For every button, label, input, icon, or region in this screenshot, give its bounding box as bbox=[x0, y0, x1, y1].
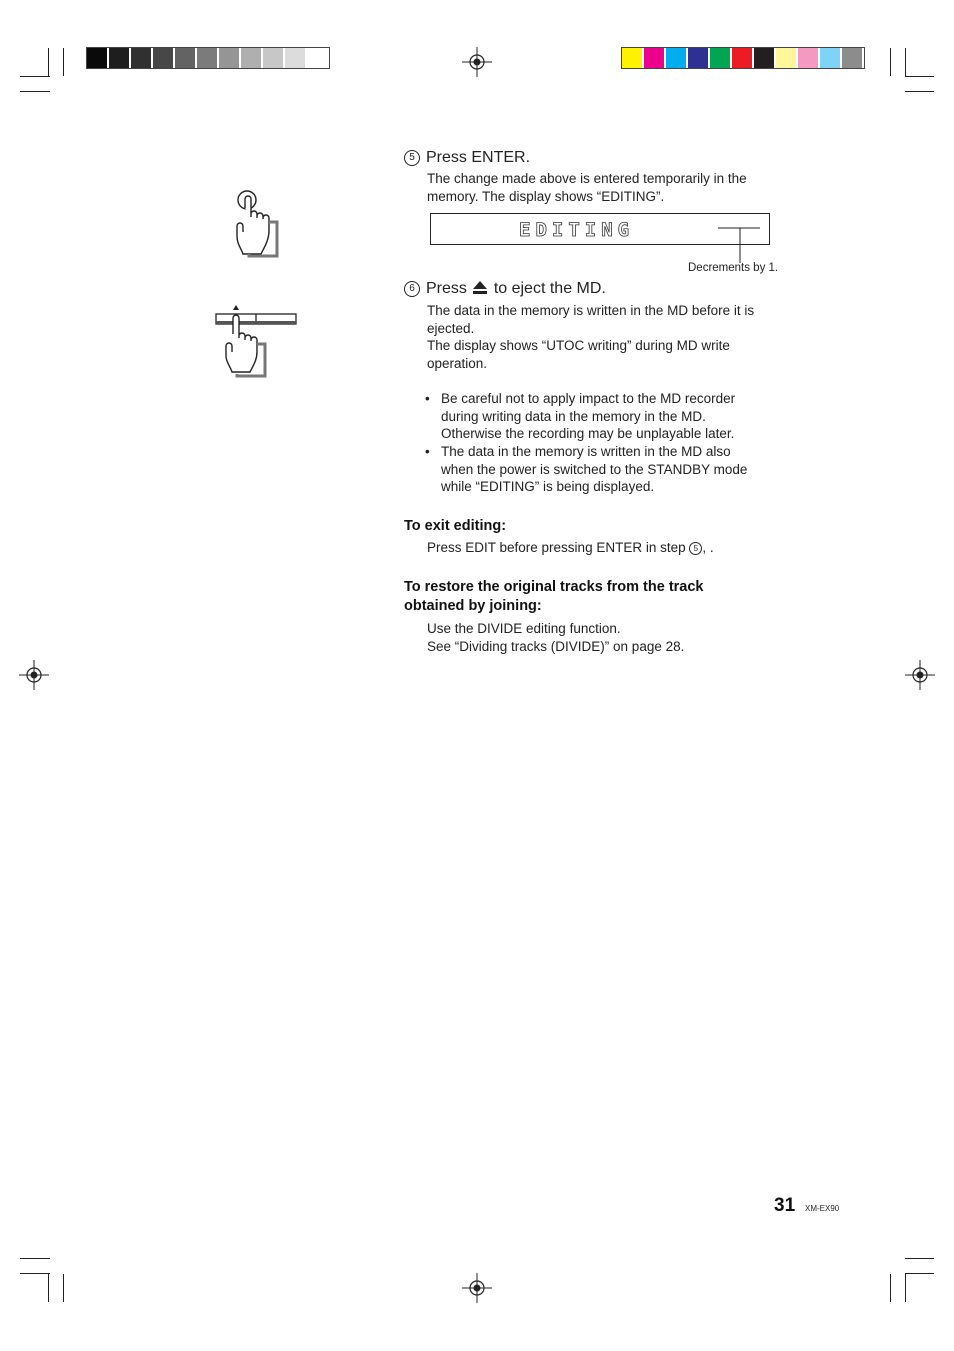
body-line: memory. The display shows “EDITING”. bbox=[427, 188, 665, 204]
color-swatch bbox=[197, 48, 217, 68]
color-swatch bbox=[820, 48, 840, 68]
body-line: The display shows “UTOC writing” during MD write bbox=[427, 338, 730, 353]
restore-heading-line: obtained by joining: bbox=[404, 598, 542, 614]
bullet-line: during writing data in the memory in the MD. bbox=[441, 408, 706, 424]
note-bullet bbox=[425, 390, 795, 444]
restore-heading-line: To restore the original tracks from the track bbox=[404, 579, 704, 595]
registration-mark-icon bbox=[462, 1273, 492, 1303]
hand-press-button-icon bbox=[228, 186, 286, 260]
color-swatch bbox=[798, 48, 818, 68]
bullet-line: Be careful not to apply impact to the MD recorder bbox=[441, 391, 736, 406]
callout-leader-line bbox=[718, 226, 762, 264]
color-swatch bbox=[153, 48, 173, 68]
color-swatch bbox=[710, 48, 730, 68]
eject-icon bbox=[473, 281, 487, 294]
body-line: The change made above is entered temporarily in the bbox=[427, 171, 747, 186]
display-annotation: Decrements by 1. bbox=[688, 262, 779, 274]
lcd-display-text: EDITING bbox=[519, 219, 635, 241]
registration-mark-icon bbox=[19, 660, 49, 690]
color-swatch bbox=[263, 48, 283, 68]
color-swatch bbox=[776, 48, 796, 68]
color-swatch bbox=[644, 48, 664, 68]
color-swatch bbox=[285, 48, 305, 68]
exit-text-before: Press EDIT before pressing ENTER in step bbox=[427, 540, 686, 555]
bullet-line: Otherwise the recording may be unplayable later. bbox=[441, 426, 735, 441]
exit-editing-text bbox=[427, 539, 797, 557]
color-swatch bbox=[307, 48, 327, 68]
step-title-prefix: Press bbox=[426, 280, 467, 297]
step-5-body bbox=[427, 170, 797, 205]
step-number-badge: 5 bbox=[689, 542, 702, 555]
color-swatch bbox=[109, 48, 129, 68]
color-swatch bbox=[87, 48, 107, 68]
registration-mark-icon bbox=[462, 47, 492, 77]
page-number: 31 bbox=[774, 1195, 796, 1216]
bullet-line: when the power is switched to the STANDBY mode bbox=[441, 461, 748, 477]
body-line: Use the DIVIDE editing function. bbox=[427, 621, 621, 636]
body-line: ejected. bbox=[427, 320, 475, 336]
note-bullet bbox=[425, 443, 795, 497]
color-swatch bbox=[131, 48, 151, 68]
color-swatch bbox=[175, 48, 195, 68]
step-number-badge: 6 bbox=[404, 281, 420, 297]
color-swatch bbox=[842, 48, 862, 68]
hand-press-eject-icon bbox=[214, 304, 300, 380]
step-title-suffix: to eject the MD. bbox=[493, 280, 606, 297]
exit-text-after: , . bbox=[702, 540, 714, 555]
restore-heading bbox=[404, 578, 784, 616]
restore-body bbox=[427, 620, 797, 655]
body-line: See “Dividing tracks (DIVIDE)” on page 28. bbox=[427, 638, 685, 654]
exit-editing-heading: To exit editing: bbox=[404, 518, 507, 534]
bullet-line: The data in the memory is written in the MD also bbox=[441, 444, 731, 459]
bullet-line: while “EDITING” is being displayed. bbox=[441, 479, 655, 494]
color-swatch bbox=[666, 48, 686, 68]
color-swatch bbox=[622, 48, 642, 68]
body-line: operation. bbox=[427, 355, 488, 371]
color-swatch bbox=[732, 48, 752, 68]
registration-mark-icon bbox=[905, 660, 935, 690]
step-6-heading bbox=[404, 280, 606, 298]
color-swatch bbox=[754, 48, 774, 68]
step-5-heading bbox=[404, 149, 530, 167]
step-number-badge: 5 bbox=[404, 150, 420, 166]
body-line: The data in the memory is written in the MD before it is bbox=[427, 303, 755, 318]
color-swatch bbox=[241, 48, 261, 68]
color-swatch bbox=[688, 48, 708, 68]
bullet-dot: • bbox=[425, 444, 430, 459]
step-6-body bbox=[427, 302, 797, 372]
step-title: Press ENTER. bbox=[426, 149, 531, 166]
bullet-dot: • bbox=[425, 391, 430, 406]
color-swatch bbox=[219, 48, 239, 68]
model-number: XM-EX90 bbox=[805, 1204, 840, 1213]
